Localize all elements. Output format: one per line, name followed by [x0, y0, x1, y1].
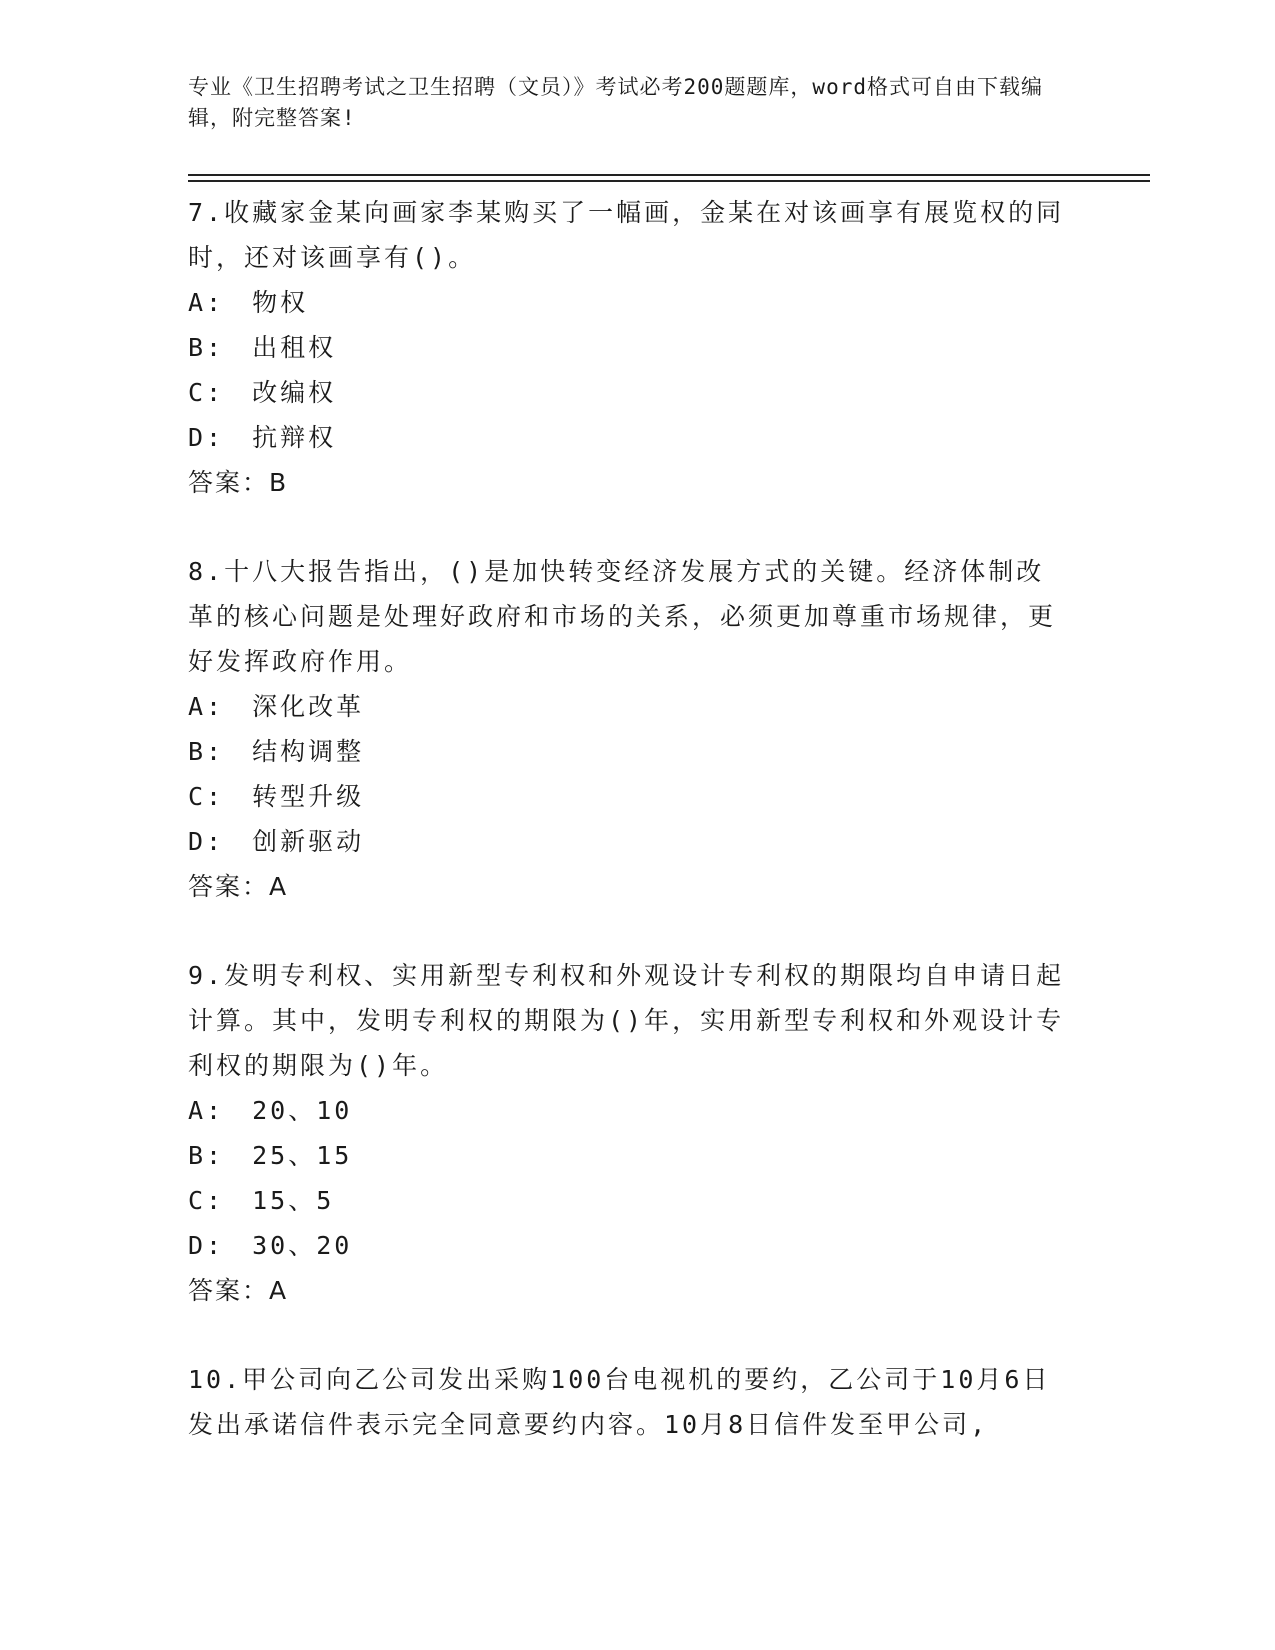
- question-list: [188, 190, 1068, 1491]
- question-item: [188, 190, 1068, 505]
- option-text: 物权: [252, 288, 309, 317]
- option-key: A:: [188, 288, 225, 317]
- option-key: D:: [188, 423, 225, 452]
- option-a: [188, 684, 1068, 729]
- option-b: [188, 729, 1068, 774]
- option-key: A:: [188, 1096, 225, 1125]
- option-text: 30、20: [252, 1231, 353, 1260]
- answer-line: 答案：A: [188, 1276, 289, 1305]
- option-text: 20、10: [252, 1096, 353, 1125]
- option-a: [188, 1088, 1068, 1133]
- option-text: 深化改革: [252, 692, 365, 721]
- header-divider-top: [188, 174, 1150, 176]
- option-key: C:: [188, 378, 225, 407]
- option-d: [188, 1223, 1068, 1268]
- option-text: 出租权: [252, 333, 337, 362]
- option-key: B:: [188, 1141, 225, 1170]
- option-c: [188, 774, 1068, 819]
- option-key: D:: [188, 827, 225, 856]
- option-a: [188, 280, 1068, 325]
- header-divider-bottom: [188, 180, 1150, 182]
- option-key: A:: [188, 692, 225, 721]
- question-text: 9.发明专利权、实用新型专利权和外观设计专利权的期限均自申请日起计算。其中，发明专利权的期限为()年，实用新型专利权和外观设计专利权的期限为()年。: [188, 961, 1065, 1080]
- option-text: 改编权: [252, 378, 337, 407]
- option-key: D:: [188, 1231, 225, 1260]
- option-c: [188, 1178, 1068, 1223]
- answer-line: 答案：B: [188, 468, 289, 497]
- document-header: 专业《卫生招聘考试之卫生招聘（文员）》考试必考200题题库，word格式可自由下载编辑，附完整答案!: [188, 75, 1043, 130]
- question-text: 10.甲公司向乙公司发出采购100台电视机的要约，乙公司于10月6日发出承诺信件表示完全同意要约内容。10月8日信件发至甲公司,: [188, 1365, 1051, 1439]
- answer-line: 答案：A: [188, 872, 289, 901]
- option-text: 15、5: [252, 1186, 335, 1215]
- option-key: B:: [188, 333, 225, 362]
- option-key: C:: [188, 1186, 225, 1215]
- option-b: [188, 1133, 1068, 1178]
- option-text: 创新驱动: [252, 827, 365, 856]
- option-b: [188, 325, 1068, 370]
- question-text: 8.十八大报告指出，()是加快转变经济发展方式的关键。经济体制改革的核心问题是处理好政府和市场的关系，必须更加尊重市场规律，更好发挥政府作用。: [188, 557, 1057, 676]
- option-d: [188, 819, 1068, 864]
- question-item: [188, 1357, 1068, 1447]
- option-key: B:: [188, 737, 225, 766]
- option-text: 25、15: [252, 1141, 353, 1170]
- option-c: [188, 370, 1068, 415]
- option-text: 结构调整: [252, 737, 365, 766]
- question-item: [188, 953, 1068, 1313]
- option-d: [188, 415, 1068, 460]
- option-key: C:: [188, 782, 225, 811]
- option-text: 抗辩权: [252, 423, 337, 452]
- question-text: 7.收藏家金某向画家李某购买了一幅画，金某在对该画享有展览权的同时，还对该画享有()。: [188, 198, 1065, 272]
- question-item: [188, 549, 1068, 909]
- option-text: 转型升级: [252, 782, 365, 811]
